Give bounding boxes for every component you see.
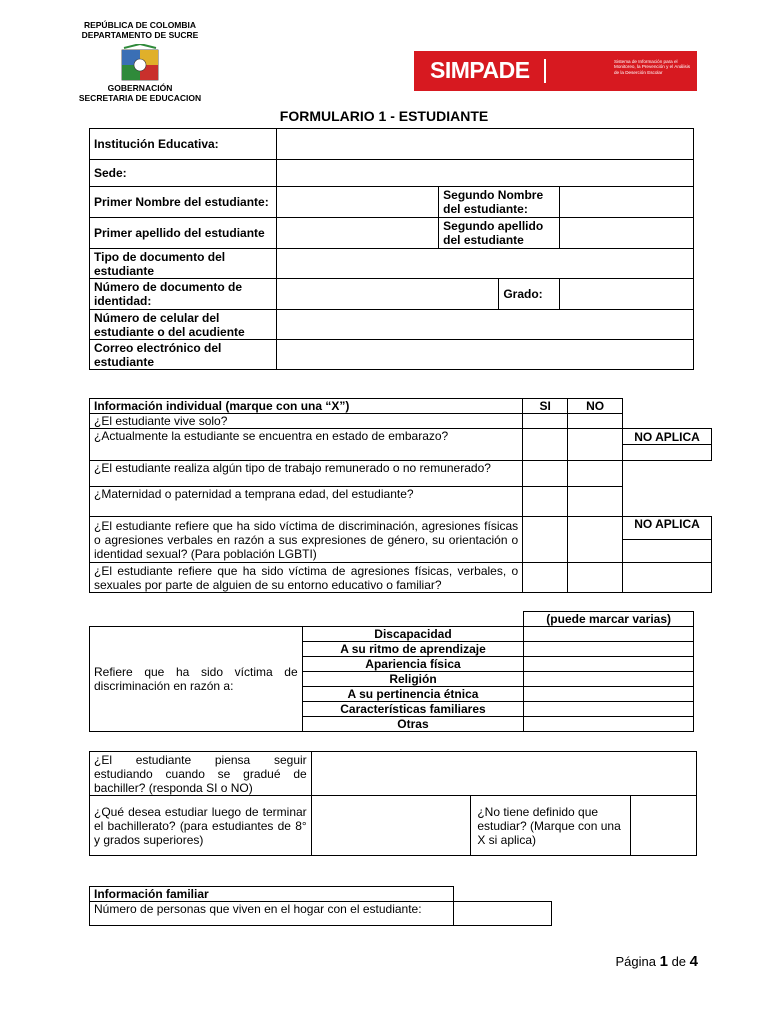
q-que-estudiar: ¿Qué desea estudiar luego de terminar el bachillerato? (para estudiantes de 8° y grados superiores)	[90, 796, 312, 856]
q-agresiones-extra[interactable]	[623, 563, 712, 593]
option-religion: Religión	[302, 672, 524, 687]
option-familiares: Características familiares	[302, 702, 524, 717]
option-discapacidad: Discapacidad	[302, 627, 524, 642]
spacer	[623, 461, 712, 487]
simpade-brand: SIMPADE	[430, 57, 530, 83]
no-aplica-box-2[interactable]	[623, 540, 712, 563]
option-ritmo-box[interactable]	[524, 642, 694, 657]
label-numero-documento: Número de documento de identidad:	[90, 279, 277, 310]
family-header: Información familiar	[90, 887, 454, 902]
page-number	[615, 953, 698, 970]
option-etnica: A su pertinencia étnica	[302, 687, 524, 702]
input-grado[interactable]	[559, 279, 693, 310]
simpade-divider	[544, 59, 546, 83]
no-aplica-label-2: NO APLICA	[623, 517, 712, 540]
option-apariencia: Apariencia física	[302, 657, 524, 672]
input-no-definido[interactable]	[631, 796, 697, 856]
current-page: 1	[659, 953, 668, 970]
q-maternidad-si[interactable]	[523, 487, 568, 517]
label-segundo-apellido: Segundo apellido del estudiante	[439, 218, 559, 249]
q-embarazo-si[interactable]	[523, 429, 568, 461]
label-grado: Grado:	[499, 279, 559, 310]
of-word: de	[671, 954, 687, 969]
input-sede[interactable]	[276, 160, 693, 187]
multi-select-note: (puede marcar varias)	[524, 612, 694, 627]
input-primer-apellido[interactable]	[276, 218, 439, 249]
input-numero-documento[interactable]	[276, 279, 499, 310]
col-no: NO	[568, 399, 623, 414]
header-line-secretaria: SECRETARIA DE EDUCACION	[78, 93, 202, 103]
header-line-departamento: DEPARTAMENTO DE SUCRE	[81, 30, 199, 40]
q-trabajo-si[interactable]	[523, 461, 568, 487]
label-primer-apellido: Primer apellido del estudiante	[90, 218, 277, 249]
no-aplica-label-1: NO APLICA	[623, 429, 712, 445]
header-line-gobernacion: GOBERNACIÓN	[107, 83, 173, 93]
family-table	[89, 886, 552, 926]
label-tipo-documento: Tipo de documento del estudiante	[90, 249, 277, 279]
q-seguir-estudiando: ¿El estudiante piensa seguir estudiando cuando se gradué de bachiller? (responda SI o NO)	[90, 752, 312, 796]
individual-header: Información individual (marque con una “X”)	[90, 399, 523, 414]
q-maternidad-no[interactable]	[568, 487, 623, 517]
input-celular[interactable]	[276, 310, 693, 340]
q-trabajo: ¿El estudiante realiza algún tipo de trabajo remunerado o no remunerado?	[90, 461, 523, 487]
q-agresiones-si[interactable]	[523, 563, 568, 593]
label-celular: Número de celular del estudiante o del acudiente	[90, 310, 277, 340]
q-maternidad: ¿Maternidad o paternidad a temprana edad, del estudiante?	[90, 487, 523, 517]
input-segundo-apellido[interactable]	[559, 218, 693, 249]
q-agresiones: ¿El estudiante refiere que ha sido víctima de agresiones físicas, verbales, o sexuales por parte de alguien de su entorno educativo o familiar?	[90, 563, 523, 593]
q-discriminacion-lgbti: ¿El estudiante refiere que ha sido víctima de discriminación, agresiones físicas o agresiones verbales en razón a sus expresiones de género, su orientación o identidad sexual? (Para población LGBTI)	[90, 517, 523, 563]
q-vive-solo: ¿El estudiante vive solo?	[90, 414, 523, 429]
input-correo[interactable]	[276, 340, 693, 370]
option-apariencia-box[interactable]	[524, 657, 694, 672]
input-institucion[interactable]	[276, 129, 693, 160]
input-segundo-nombre[interactable]	[559, 187, 693, 218]
no-aplica-box-1[interactable]	[623, 445, 712, 461]
spacer	[302, 612, 524, 627]
spacer	[454, 887, 552, 902]
q-agresiones-no[interactable]	[568, 563, 623, 593]
label-correo: Correo electrónico del estudiante	[90, 340, 277, 370]
q-vive-solo-no[interactable]	[568, 414, 623, 429]
header-government	[60, 20, 220, 40]
page-word: Página	[615, 954, 656, 969]
input-primer-nombre[interactable]	[276, 187, 439, 218]
option-etnica-box[interactable]	[524, 687, 694, 702]
studies-table	[89, 751, 697, 856]
individual-info-table	[89, 398, 712, 593]
spacer	[623, 414, 712, 429]
option-familiares-box[interactable]	[524, 702, 694, 717]
header-line-republica: REPÚBLICA DE COLOMBIA	[83, 20, 197, 30]
option-religion-box[interactable]	[524, 672, 694, 687]
q-discriminacion-lgbti-no[interactable]	[568, 517, 623, 563]
spacer	[623, 487, 712, 517]
spacer	[90, 612, 303, 627]
sucre-seal-icon	[120, 44, 160, 84]
label-institucion: Institución Educativa:	[90, 129, 277, 160]
option-discapacidad-box[interactable]	[524, 627, 694, 642]
form-title: FORMULARIO 1 - ESTUDIANTE	[279, 108, 489, 124]
q-embarazo-no[interactable]	[568, 429, 623, 461]
q-no-definido: ¿No tiene definido que estudiar? (Marque con una X si aplica)	[471, 796, 631, 856]
discrimination-label: Refiere que ha sido víctima de discriminación en razón a:	[90, 627, 303, 732]
input-seguir-estudiando[interactable]	[311, 752, 696, 796]
option-ritmo: A su ritmo de aprendizaje	[302, 642, 524, 657]
q-discriminacion-lgbti-si[interactable]	[523, 517, 568, 563]
option-otras-box[interactable]	[524, 717, 694, 732]
input-que-estudiar[interactable]	[311, 796, 471, 856]
header-secretaria	[60, 83, 220, 103]
simpade-logo	[414, 51, 697, 91]
discrimination-table	[89, 611, 694, 732]
q-personas-hogar: Número de personas que viven en el hogar con el estudiante:	[90, 902, 454, 926]
q-embarazo: ¿Actualmente la estudiante se encuentra en estado de embarazo?	[90, 429, 523, 461]
input-personas-hogar[interactable]	[454, 902, 552, 926]
input-tipo-documento[interactable]	[276, 249, 693, 279]
simpade-description: Sistema de Información para el Monitoreo, la Prevención y el Análisis de la Deserción Escolar	[614, 59, 691, 75]
label-sede: Sede:	[90, 160, 277, 187]
col-si: SI	[523, 399, 568, 414]
spacer	[623, 399, 712, 414]
option-otras: Otras	[302, 717, 524, 732]
student-info-table	[89, 128, 694, 370]
total-pages: 4	[689, 953, 698, 970]
label-primer-nombre: Primer Nombre del estudiante:	[90, 187, 277, 218]
label-segundo-nombre: Segundo Nombre del estudiante:	[439, 187, 559, 218]
q-vive-solo-si[interactable]	[523, 414, 568, 429]
q-trabajo-no[interactable]	[568, 461, 623, 487]
